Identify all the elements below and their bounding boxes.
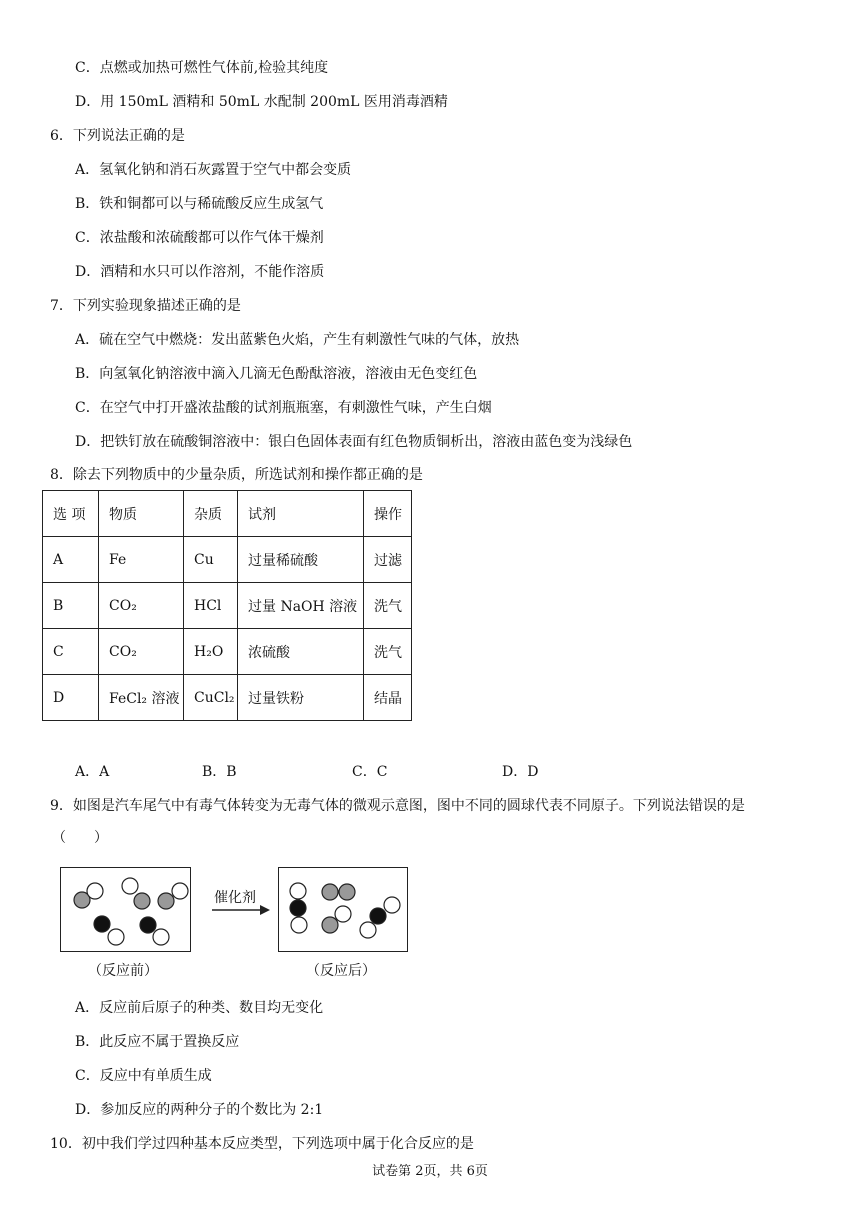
table-header-cell: 物质 bbox=[99, 491, 184, 537]
q6-stem: 6．下列说法正确的是 bbox=[50, 128, 185, 144]
gray-atom bbox=[322, 884, 338, 900]
q9-answer-paren: （ ） bbox=[52, 830, 108, 846]
before-caption: （反应前） bbox=[88, 963, 158, 979]
table-cell: 过量稀硫酸 bbox=[238, 537, 364, 583]
table-header-cell: 试剂 bbox=[238, 491, 364, 537]
q8-choice-a: A．A bbox=[75, 764, 110, 780]
table-cell: C bbox=[43, 629, 99, 675]
white-atom bbox=[172, 883, 188, 899]
q5-option-d: D．用 150mL 酒精和 50mL 水配制 200mL 医用消毒酒精 bbox=[75, 94, 448, 110]
reaction-arrow-head bbox=[260, 905, 270, 915]
gray-atom bbox=[339, 884, 355, 900]
table-cell: 浓硫酸 bbox=[238, 629, 364, 675]
black-atom bbox=[140, 917, 156, 933]
page-footer: 试卷第 2页，共 6页 bbox=[372, 1164, 488, 1179]
q6-option-b: B．铁和铜都可以与稀硫酸反应生成氢气 bbox=[75, 196, 324, 212]
q6-option-a: A．氢氧化钠和消石灰露置于空气中都会变质 bbox=[75, 162, 352, 178]
white-atom bbox=[335, 906, 351, 922]
table-cell: B bbox=[43, 583, 99, 629]
gray-atom bbox=[158, 893, 174, 909]
white-atom bbox=[290, 883, 306, 899]
table-cell: 洗气 bbox=[364, 583, 412, 629]
q9-option-d: D．参加反应的两种分子的个数比为 2:1 bbox=[75, 1102, 324, 1118]
table-cell: FeCl₂ 溶液 bbox=[99, 675, 184, 721]
q9-option-b: B．此反应不属于置换反应 bbox=[75, 1034, 240, 1050]
gray-atom bbox=[134, 893, 150, 909]
after-caption: （反应后） bbox=[306, 963, 376, 979]
table-cell: A bbox=[43, 537, 99, 583]
q7-stem: 7．下列实验现象描述正确的是 bbox=[50, 298, 241, 314]
table-cell: CuCl₂ bbox=[184, 675, 238, 721]
white-atom bbox=[122, 878, 138, 894]
black-atom bbox=[370, 908, 386, 924]
table-header-cell: 选 项 bbox=[43, 491, 99, 537]
black-atom bbox=[290, 900, 306, 916]
q9-option-c: C．反应中有单质生成 bbox=[75, 1068, 212, 1084]
q8-choice-c: C．C bbox=[352, 764, 388, 780]
table-cell: H₂O bbox=[184, 629, 238, 675]
table-cell: D bbox=[43, 675, 99, 721]
table-cell: 洗气 bbox=[364, 629, 412, 675]
gray-atom bbox=[322, 917, 338, 933]
white-atom bbox=[384, 897, 400, 913]
white-atom bbox=[87, 883, 103, 899]
table-cell: HCl bbox=[184, 583, 238, 629]
catalyst-label: 催化剂 bbox=[214, 890, 256, 906]
table-cell: 过滤 bbox=[364, 537, 412, 583]
q7-option-c: C．在空气中打开盛浓盐酸的试剂瓶瓶塞，有刺激性气味，产生白烟 bbox=[75, 400, 492, 416]
q8-stem: 8．除去下列物质中的少量杂质，所选试剂和操作都正确的是 bbox=[50, 467, 423, 483]
white-atom bbox=[153, 929, 169, 945]
q8-choice-b: B．B bbox=[202, 764, 237, 780]
white-atom bbox=[360, 922, 376, 938]
table-header-cell: 操作 bbox=[364, 491, 412, 537]
table-cell: Fe bbox=[99, 537, 184, 583]
table-header-cell: 杂质 bbox=[184, 491, 238, 537]
table-cell: 过量 NaOH 溶液 bbox=[238, 583, 364, 629]
q7-option-a: A．硫在空气中燃烧：发出蓝紫色火焰，产生有刺激性气味的气体，放热 bbox=[75, 332, 520, 348]
q8-choice-d: D．D bbox=[502, 764, 539, 780]
q9-stem: 9．如图是汽车尾气中有毒气体转变为无毒气体的微观示意图，图中不同的圆球代表不同原子。下列说法错误的是 bbox=[50, 798, 745, 814]
white-atom bbox=[291, 917, 307, 933]
table-cell: 过量铁粉 bbox=[238, 675, 364, 721]
q9-option-a: A．反应前后原子的种类、数目均无变化 bbox=[75, 1000, 324, 1016]
table-cell: 结晶 bbox=[364, 675, 412, 721]
q6-option-d: D．酒精和水只可以作溶剂，不能作溶质 bbox=[75, 264, 325, 280]
white-atom bbox=[108, 929, 124, 945]
q10-stem: 10．初中我们学过四种基本反应类型，下列选项中属于化合反应的是 bbox=[50, 1136, 474, 1152]
table-cell: Cu bbox=[184, 537, 238, 583]
table-cell: CO₂ bbox=[99, 629, 184, 675]
black-atom bbox=[94, 916, 110, 932]
q5-option-c: C．点燃或加热可燃性气体前,检验其纯度 bbox=[75, 60, 329, 76]
q6-option-c: C．浓盐酸和浓硫酸都可以作气体干燥剂 bbox=[75, 230, 324, 246]
q7-option-d: D．把铁钉放在硫酸铜溶液中：银白色固体表面有红色物质铜析出，溶液由蓝色变为浅绿色 bbox=[75, 434, 633, 450]
q7-option-b: B．向氢氧化钠溶液中滴入几滴无色酚酞溶液，溶液由无色变红色 bbox=[75, 366, 478, 382]
table-cell: CO₂ bbox=[99, 583, 184, 629]
